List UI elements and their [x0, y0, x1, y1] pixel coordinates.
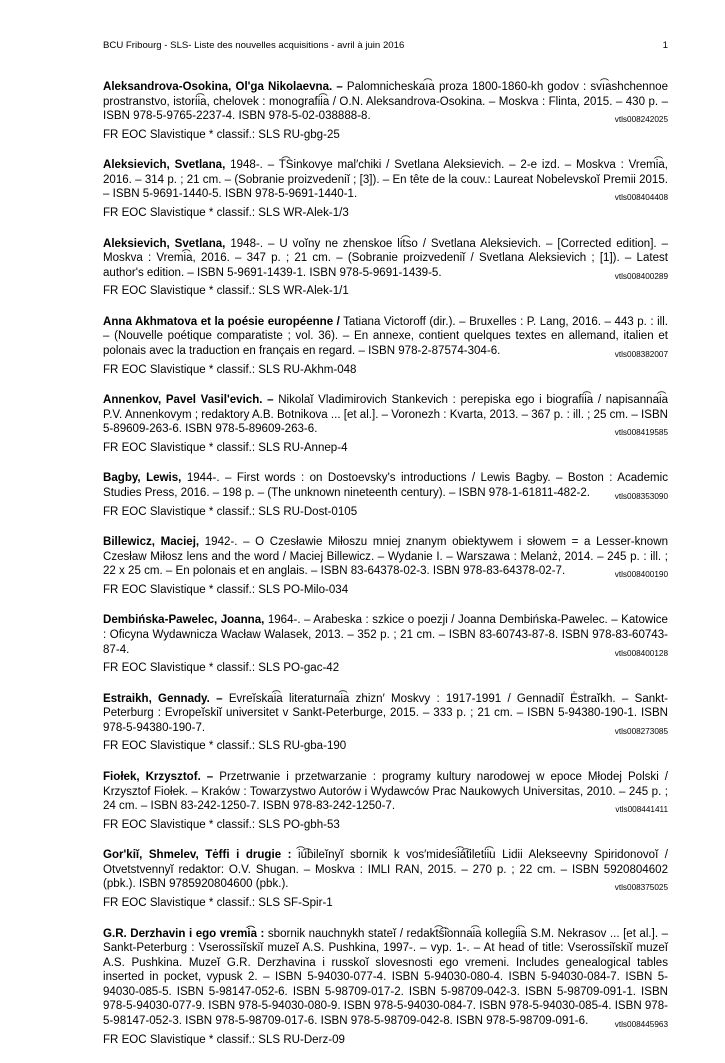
entry-body	[103, 158, 668, 202]
record-id: vtls008419585	[614, 428, 668, 438]
entry-classification: FR EOC Slavistique * classif.: SLS RU-Dost-0105	[103, 505, 358, 518]
entry-description: Nikolaĭ Vladimirovich Stankevich : perepiska ego i biografii͡a / napisannai͡a P.V. Annenkovym ; redaktory A.B. Botnikova ... [et al.]. – Voronezh : Kvarta, 2013. – 367 p. : ill. ; 25 cm. – ISBN 5-89609-263-6. ISBN 978-5-89609-263-6.	[103, 394, 668, 436]
entry-author: Billewicz, Maciej,	[103, 536, 200, 549]
entry-description: 1948-. – U voĭny ne zhenskoe lit͡so / Svetlana Aleksievich. – [Corrected edition]. – Moskva : Vremi͡a, 2016. – 347 p. ; 21 cm. – (Sobranie proizvedeniĭ / Svetlana Aleksievich ; [1]). – Latest author's edition. – ISBN 5-9691-1439-1. ISBN 978-5-9691-1439-5.	[103, 237, 668, 279]
record-id: vtls008400289	[614, 271, 668, 281]
entry-classification: FR EOC Slavistique * classif.: SLS RU-gba-190	[103, 740, 347, 753]
entry-classification: FR EOC Slavistique * classif.: SLS RU-Annep-4	[103, 441, 348, 454]
entry-body	[103, 237, 668, 281]
entry-body	[103, 613, 668, 657]
entry-classification: FR EOC Slavistique * classif.: SLS RU-gbg-25	[103, 128, 340, 141]
entry-description: Przetrwanie i przetwarzanie : programy kultury narodowej w epoce Młodej Polski / Krzysztof Fiołek. – Kraków : Towarzystwo Autorów i Wydawców Prac Naukowych Universitas, 2010. – 245 p. ; 24 cm. – ISBN 83-242-1250-7. ISBN 978-83-242-1250-7.	[103, 770, 668, 813]
page-number: 1	[662, 40, 668, 51]
entry-body	[103, 692, 668, 736]
catalog-entry	[103, 927, 668, 1047]
entry-body	[103, 80, 668, 124]
entry-author: Gor'kiĭ, Shmelev, Tėffi i drugie :	[103, 849, 292, 862]
entry-body	[103, 848, 668, 892]
entry-classification: FR EOC Slavistique * classif.: SLS PO-gac-42	[103, 662, 340, 675]
catalog-entry	[103, 315, 668, 377]
entry-list	[103, 80, 668, 1063]
record-id: vtls008273085	[614, 726, 668, 736]
entry-classification: FR EOC Slavistique * classif.: SLS WR-Alek-1/3	[103, 207, 349, 220]
entry-author: Aleksievich, Svetlana,	[103, 159, 226, 172]
header-title: BCU Fribourg - SLS- Liste des nouvelles acquisitions - avril à juin 2016	[103, 40, 405, 51]
catalog-entry	[103, 692, 668, 754]
entry-body	[103, 770, 668, 814]
entry-body	[103, 535, 668, 579]
entry-author: Aleksandrova-Osokina, Ol'ga Nikolaevna. –	[103, 81, 343, 93]
catalog-entry	[103, 770, 668, 832]
catalog-entry	[103, 535, 668, 597]
entry-author: Estraikh, Gennady. –	[103, 692, 223, 705]
entry-description: i͡u͡bileĭnyĭ sbornik k vos′midesi͡a͡tiletii͡u Lidii Alekseevny Spiridonovoĭ / Otvetstvennyĭ redaktor: O.V. Shugan. – Moskva : IMLI RAN, 2015. – 270 p. ; 22 cm. – ISBN 5920804602 (pbk.). ISBN 9785920804600 (pbk.).	[103, 849, 669, 891]
entry-description: Evreĭskai͡a literaturnai͡a zhizn′ Moskvy : 1917-1991 / Gennadiĭ Ėstraĭkh. – Sankt-Peterburg : Evropeĭskiĭ universitet v Sankt-Peterburge, 2015. – 333 p. ; 21 cm. – ISBN 5-94380-190-1. ISBN 978-5-94380-190-7.	[103, 692, 669, 734]
entry-description: 1948-. – T͡Sinkovye mal′chiki / Svetlana Aleksievich. – 2-e izd. – Moskva : Vremi͡a, 2016. – 314 p. ; 21 cm. – (Sobranie proizvedeniĭ ; [3]). – En tête de la couv.: Laureat Nobelevskoĭ Premii 2015. – ISBN 5-9691-1440-5. ISBN 978-5-9691-1440-1.	[103, 159, 668, 201]
record-id: vtls008353090	[614, 492, 668, 501]
catalog-entry	[103, 471, 668, 518]
entry-body	[103, 471, 668, 500]
entry-classification: FR EOC Slavistique * classif.: SLS PO-gbh-53	[103, 818, 340, 831]
entry-author: Dembińska-Pawelec, Joanna,	[103, 614, 265, 627]
entry-body	[103, 393, 668, 437]
entry-classification: FR EOC Slavistique * classif.: SLS RU-Derz-09	[103, 1033, 345, 1046]
catalog-entry	[103, 237, 668, 299]
entry-author: Fiołek, Krzysztof. –	[103, 770, 214, 783]
catalog-entry	[103, 393, 668, 455]
entry-description: sbornik nauchnykh stateĭ / redakt͡s͡ionnai͡a kollegii͡a S.M. Nekrasov ... [et al.]. – Sankt-Peterburg : Vserossiĭskiĭ muzeĭ A.S. Pushkina, 1997-. – vyp. 1-. – At head of title: Vserossiĭskiĭ muzeĭ A.S. Pushkina. Muzeĭ G.R. Derzhavina i russkoĭ slovesnosti ego vremeni. Includes genealogical tables inserted in pocket, vypusk 2. – ISBN 5-94030-077-4. ISBN 5-94030-080-4. ISBN 5-94030-084-7. ISBN 5-94030-085-5. ISBN 5-98147-052-6. ISBN 5-98709-017-2. ISBN 5-98709-042-3. ISBN 5-98709-091-1. ISBN 978-5-94030-077-9. ISBN 978-5-94030-080-9. ISBN 978-5-94030-084-7. ISBN 978-5-94030-085-4. ISBN 978-5-98147-052-3. ISBN 978-5-98709-017-6. ISBN 978-5-98709-042-8. ISBN 978-5-98709-091-6.	[103, 927, 668, 1028]
entry-author: G.R. Derzhavin i ego vremi͡a :	[103, 927, 265, 940]
entry-body	[103, 315, 668, 359]
record-id: vtls008382007	[614, 350, 668, 360]
entry-author: Anna Akhmatova et la poésie européenne /	[103, 315, 340, 328]
entry-description: 1964-. – Arabeska : szkice o poezji / Joanna Dembińska-Pawelec. – Katowice : Oficyna Wydawnicza Wacław Walasek, 2013. – 352 p. ; 21 cm. – ISBN 83-60743-87-8. ISBN 978-83-60743-87-4.	[103, 614, 668, 656]
record-id: vtls008400190	[614, 570, 668, 580]
entry-description: Palomnicheskaı͡a proza 1800-1860-kh godov : svı͡ashchennoe prostranstvo, istorii͡a, chelovek : monografii͡a / O.N. Aleksandrova-Osokina. – Moskva : Flinta, 2015. – 430 p. – ISBN 978-5-9765-2237-4. ISBN 978-5-02-038888-8.	[103, 81, 668, 123]
entry-author: Bagby, Lewis,	[103, 472, 182, 485]
entry-classification: FR EOC Slavistique * classif.: SLS PO-Milo-034	[103, 583, 349, 596]
entry-body	[103, 927, 668, 1029]
record-id: vtls008400128	[614, 648, 668, 658]
entry-description: 1944-. – First words : on Dostoevsky's introductions / Lewis Bagby. – Boston : Academic Studies Press, 2016. – 198 p. – (The unknown nineteenth century). – ISBN 978-1-61811-482-2.	[103, 472, 668, 499]
record-id: vtls008404408	[614, 193, 668, 203]
catalog-entry	[103, 80, 668, 142]
entry-classification: FR EOC Slavistique * classif.: SLS RU-Akhm-048	[103, 363, 357, 376]
entry-author: Aleksievich, Svetlana,	[103, 237, 226, 250]
page-header	[103, 40, 668, 51]
record-id: vtls008242025	[614, 115, 668, 125]
catalog-entry	[103, 848, 668, 910]
catalog-entry	[103, 613, 668, 675]
record-id: vtls008445963	[614, 1020, 668, 1030]
entry-description: 1942-. – O Czesławie Miłoszu mniej znanym obiektywem i słowem = a Lesser-known Czesław Miłosz lens and the word / Maciej Billewicz. – Wydanie I. – Warszawa : Melanż, 2014. – 245 p. : ill. ; 22 x 25 cm. – En polonais et en anglais. – ISBN 83-64378-02-3. ISBN 978-83-64378-02-7.	[103, 536, 668, 578]
entry-classification: FR EOC Slavistique * classif.: SLS SF-Spir-1	[103, 897, 333, 909]
entry-description: Tatiana Victoroff (dir.). – Bruxelles : P. Lang, 2016. – 443 p. : ill. – (Nouvelle poétique comparatiste ; vol. 36). – En annexe, contient quelques textes en allemand, italien et polonais avec la traduction en français en regard. – ISBN 978-2-87574-304-6.	[103, 315, 668, 358]
record-id: vtls008375025	[614, 883, 668, 893]
entry-author: Annenkov, Pavel Vasil'evich. –	[103, 394, 274, 407]
record-id: vtls008441411	[615, 805, 668, 815]
catalog-entry	[103, 158, 668, 220]
entry-classification: FR EOC Slavistique * classif.: SLS WR-Alek-1/1	[103, 285, 349, 298]
